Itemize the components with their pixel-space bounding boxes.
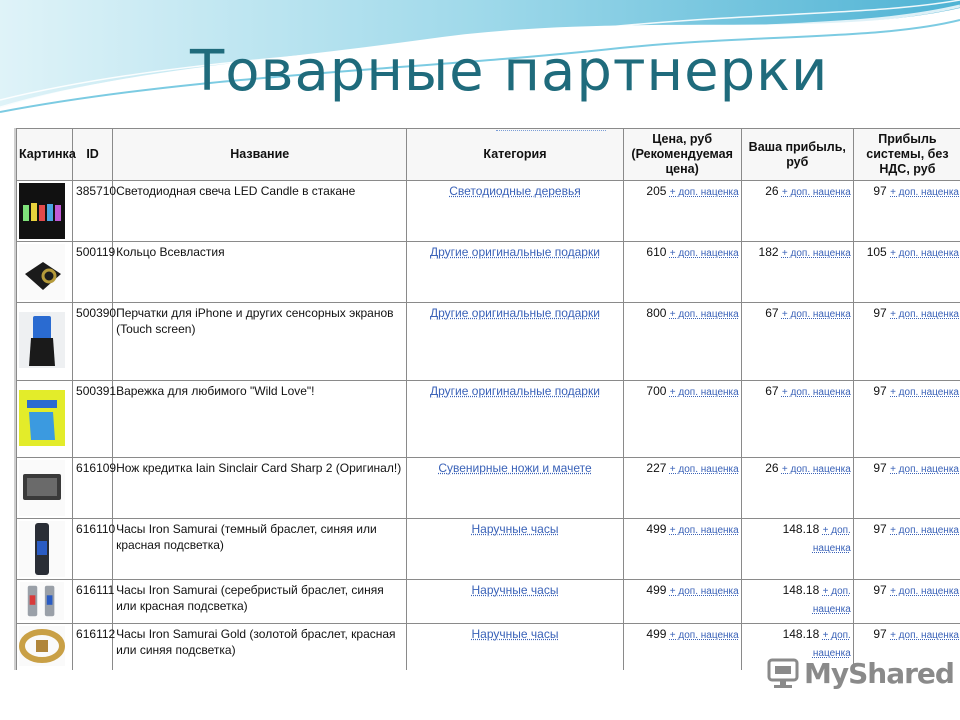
markup-link[interactable]: + доп. наценка: [812, 525, 851, 554]
category-link[interactable]: Сувенирные ножи и мачете: [438, 461, 592, 475]
myshared-watermark: [766, 656, 954, 690]
price-value: 227: [646, 461, 667, 475]
profit-value: 148.18: [782, 522, 820, 536]
markup-link[interactable]: + доп. наценка: [669, 630, 739, 641]
markup-link[interactable]: + доп. наценка: [781, 309, 851, 320]
system-profit-value: 97: [873, 583, 887, 597]
category-link[interactable]: Наручные часы: [471, 583, 559, 597]
product-name: Часы Iron Samurai (темный браслет, синяя или красная подсветка): [113, 519, 407, 580]
price-value: 610: [646, 245, 667, 259]
markup-link[interactable]: + доп. наценка: [669, 525, 739, 536]
category-link[interactable]: Другие оригинальные подарки: [430, 245, 600, 259]
product-id: 616110: [73, 519, 113, 580]
watch-silver-thumb-icon: [19, 582, 65, 620]
mitten-thumb-icon: [19, 383, 65, 453]
watch-dark-thumb-icon: [19, 521, 65, 577]
system-profit-value: 97: [873, 384, 887, 398]
markup-link[interactable]: + доп. наценка: [669, 586, 739, 597]
product-name: Часы Iron Samurai (серебристый браслет, синяя или красная подсветка): [113, 580, 407, 624]
markup-link[interactable]: + доп. наценка: [890, 387, 959, 398]
table-row: [17, 580, 960, 624]
system-profit-value: 97: [873, 522, 887, 536]
markup-link[interactable]: + доп. наценка: [890, 248, 959, 259]
products-table: [16, 128, 960, 670]
markup-link[interactable]: + доп. наценка: [812, 586, 851, 615]
product-thumbnail[interactable]: [17, 303, 73, 381]
markup-link[interactable]: + доп. наценка: [781, 248, 851, 259]
profit-value: 67: [765, 384, 779, 398]
gloves-thumb-icon: [19, 305, 65, 375]
card-knife-thumb-icon: [19, 460, 65, 516]
product-name: Светодиодная свеча LED Candle в стакане: [113, 181, 407, 242]
system-profit-value: 97: [873, 184, 887, 198]
product-id: 500119: [73, 242, 113, 303]
table-row: [17, 303, 960, 381]
product-name: Часы Iron Samurai Gold (золотой браслет, красная или синяя подсветка): [113, 624, 407, 671]
col-header-category: Категория: [407, 129, 623, 181]
watch-gold-thumb-icon: [19, 626, 65, 666]
system-profit-value: 105: [866, 245, 887, 259]
system-profit-value: 97: [873, 461, 887, 475]
system-profit-value: 97: [873, 627, 887, 641]
markup-link[interactable]: + доп. наценка: [669, 387, 739, 398]
product-name: Нож кредитка Iain Sinclair Card Sharp 2 (Оригинал!): [113, 458, 407, 519]
product-name: Варежка для любимого "Wild Love"!: [113, 381, 407, 458]
profit-value: 148.18: [782, 583, 820, 597]
product-thumbnail[interactable]: [17, 519, 73, 580]
category-link[interactable]: Другие оригинальные подарки: [430, 384, 600, 398]
top-link-fragment: [496, 128, 606, 131]
markup-link[interactable]: + доп. наценка: [890, 525, 959, 536]
product-name: Кольцо Всевластия: [113, 242, 407, 303]
markup-link[interactable]: + доп. наценка: [669, 309, 739, 320]
markup-link[interactable]: + доп. наценка: [890, 187, 959, 198]
myshared-logo-icon: [766, 656, 800, 690]
category-link[interactable]: Наручные часы: [471, 627, 559, 641]
watermark-text: MyShared: [804, 656, 954, 690]
markup-link[interactable]: + доп. наценка: [781, 464, 851, 475]
product-thumbnail[interactable]: [17, 458, 73, 519]
markup-link[interactable]: + доп. наценка: [781, 187, 851, 198]
table-row: [17, 458, 960, 519]
markup-link[interactable]: + доп. наценка: [812, 630, 851, 659]
table-row: [17, 381, 960, 458]
slide-title: Товарные партнерки: [190, 39, 829, 104]
product-thumbnail[interactable]: [17, 580, 73, 624]
category-link[interactable]: Другие оригинальные подарки: [430, 306, 600, 320]
system-profit-value: 97: [873, 306, 887, 320]
product-thumbnail[interactable]: [17, 381, 73, 458]
category-link[interactable]: Светодиодные деревья: [449, 184, 581, 198]
profit-value: 26: [765, 184, 779, 198]
col-header-price: Цена, руб (Рекомендуемая цена): [623, 129, 741, 181]
markup-link[interactable]: + доп. наценка: [890, 586, 959, 597]
ring-thumb-icon: [19, 244, 65, 300]
markup-link[interactable]: + доп. наценка: [890, 464, 959, 475]
product-thumbnail[interactable]: [17, 242, 73, 303]
price-value: 499: [646, 522, 667, 536]
price-value: 499: [646, 583, 667, 597]
price-value: 499: [646, 627, 667, 641]
product-thumbnail[interactable]: [17, 181, 73, 242]
price-value: 700: [646, 384, 667, 398]
product-id: 500390: [73, 303, 113, 381]
product-thumbnail[interactable]: [17, 624, 73, 671]
col-header-name: Название: [113, 129, 407, 181]
markup-link[interactable]: + доп. наценка: [890, 309, 959, 320]
product-id: 385710: [73, 181, 113, 242]
product-id: 616111: [73, 580, 113, 624]
col-header-image: Картинка: [17, 129, 73, 181]
table-row: [17, 519, 960, 580]
product-id: 616109: [73, 458, 113, 519]
profit-value: 148.18: [782, 627, 820, 641]
markup-link[interactable]: + доп. наценка: [781, 387, 851, 398]
profit-value: 182: [758, 245, 779, 259]
led-candle-thumb-icon: [19, 183, 65, 239]
col-header-id: ID: [73, 129, 113, 181]
profit-value: 67: [765, 306, 779, 320]
price-value: 205: [646, 184, 667, 198]
col-header-system-profit: Прибыль системы, без НДС, руб: [853, 129, 960, 181]
markup-link[interactable]: + доп. наценка: [669, 187, 739, 198]
col-header-profit: Ваша прибыль, руб: [741, 129, 853, 181]
table-row: [17, 181, 960, 242]
product-id: 616112: [73, 624, 113, 671]
markup-link[interactable]: + доп. наценка: [669, 464, 739, 475]
markup-link[interactable]: + доп. наценка: [890, 630, 959, 641]
product-id: 500391: [73, 381, 113, 458]
category-link[interactable]: Наручные часы: [471, 522, 559, 536]
table-header-row: [17, 129, 960, 181]
product-name: Перчатки для iPhone и других сенсорных экранов (Touch screen): [113, 303, 407, 381]
markup-link[interactable]: + доп. наценка: [669, 248, 739, 259]
table-row: [17, 242, 960, 303]
partner-products-table-panel: [14, 128, 960, 670]
profit-value: 26: [765, 461, 779, 475]
price-value: 800: [646, 306, 667, 320]
